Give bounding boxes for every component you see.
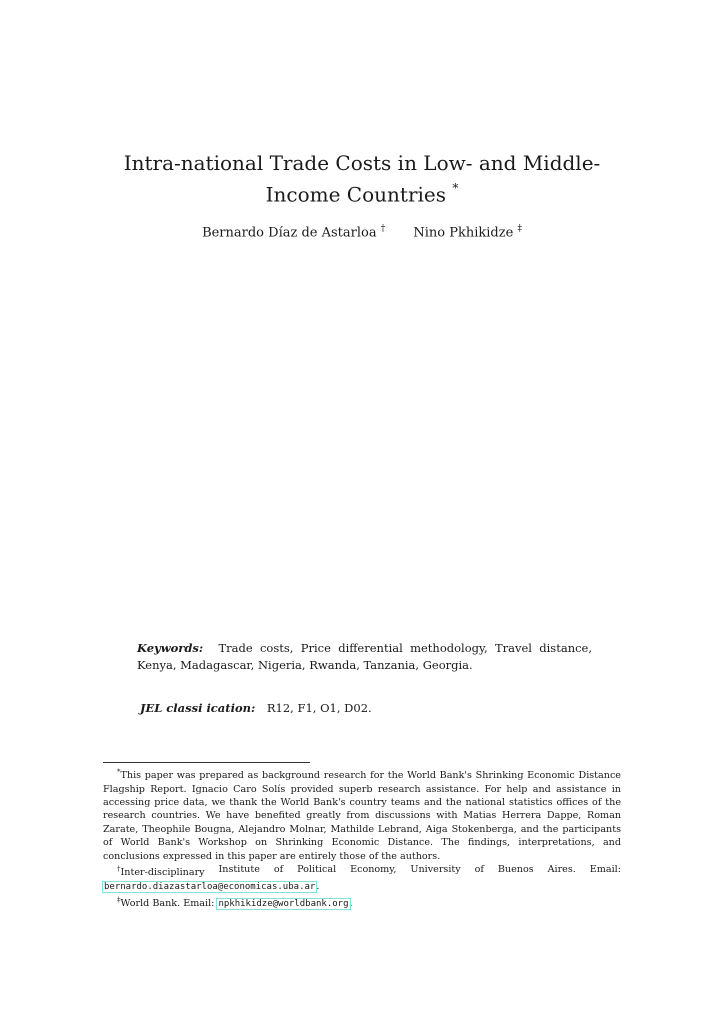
footnote-word: Economy, — [350, 864, 397, 876]
footnote-divider — [103, 762, 310, 763]
author-footnote-mark: † — [380, 224, 386, 234]
footnote-mark: † — [117, 865, 121, 874]
footnote-word — [117, 863, 205, 880]
footnotes — [103, 766, 621, 912]
keywords-block — [137, 640, 592, 674]
keywords-label: Keywords: — [137, 641, 204, 655]
footnote-end: . — [349, 898, 353, 910]
footnote-word-text: Inter-disciplinary — [120, 867, 205, 879]
footnote-affiliation-2 — [103, 894, 621, 912]
jel-codes: R12, F1, O1, D02. — [266, 701, 372, 715]
footnote-word: Email: — [589, 864, 621, 876]
author-list — [90, 220, 634, 242]
footnote-text: World Bank. Email: — [120, 898, 215, 910]
title-footnote-mark: * — [452, 181, 459, 195]
footnote-word: of — [273, 864, 284, 876]
footnote-word: Aires. — [547, 864, 576, 876]
jel-label: JEL classi ication: — [140, 701, 256, 715]
footnote-word: Buenos — [497, 864, 534, 876]
footnote-word: University — [410, 864, 461, 876]
footnote-affiliation-1 — [103, 863, 621, 880]
footnote-text: This paper was prepared as background research for the World Bank's Shrinking Economic Distance Flagship Report. Ignacio Caro Solís provided superb research assistance. For help and assistance in accessing price data, we thank the World Bank's country teams and the national statistics offices of the research countries. We have benefited greatly from discussions with Matias Herrera Dappe, Roman Zarate, Theophile Bougna, Alejandro Molnar, Mathilde Lebrand, Aiga Stokenberga, and the participants of World Bank's Workshop on Shrinking Economic Distance. The findings, interpretations, and conclusions expressed in this paper are entirely those of the authors. — [103, 770, 621, 862]
footnote-acknowledgement — [103, 766, 621, 863]
footnote-affiliation-1-email-line — [103, 880, 621, 894]
keywords-text: Trade costs, Price differential methodology, Travel distance, Kenya, Madagascar, Nigeria, Rwanda, Tanzania, Georgia. — [137, 641, 592, 672]
author-name: Bernardo Díaz de Astarloa — [202, 225, 377, 241]
author-name: Nino Pkhikidze — [413, 225, 514, 241]
jel-block — [140, 700, 590, 717]
footnote-word: Institute — [218, 864, 260, 876]
footnote-word: Political — [297, 864, 337, 876]
email-link-author-2[interactable]: npkhikidze@worldbank.org — [218, 899, 349, 910]
email-link-author-1[interactable]: bernardo.diazastarloa@economicas.uba.ar — [104, 881, 316, 892]
author-footnote-mark: ‡ — [517, 224, 522, 234]
footnote-mark: * — [117, 768, 121, 776]
paper-title — [90, 150, 634, 209]
author-1 — [202, 220, 385, 242]
paper-title-text: Intra-national Trade Costs in Low- and Middle-Income Countries — [123, 151, 601, 207]
footnote-end: . — [316, 880, 320, 892]
footnote-word: of — [474, 864, 484, 876]
footnote-mark: ‡ — [117, 896, 121, 905]
author-2 — [413, 220, 522, 242]
